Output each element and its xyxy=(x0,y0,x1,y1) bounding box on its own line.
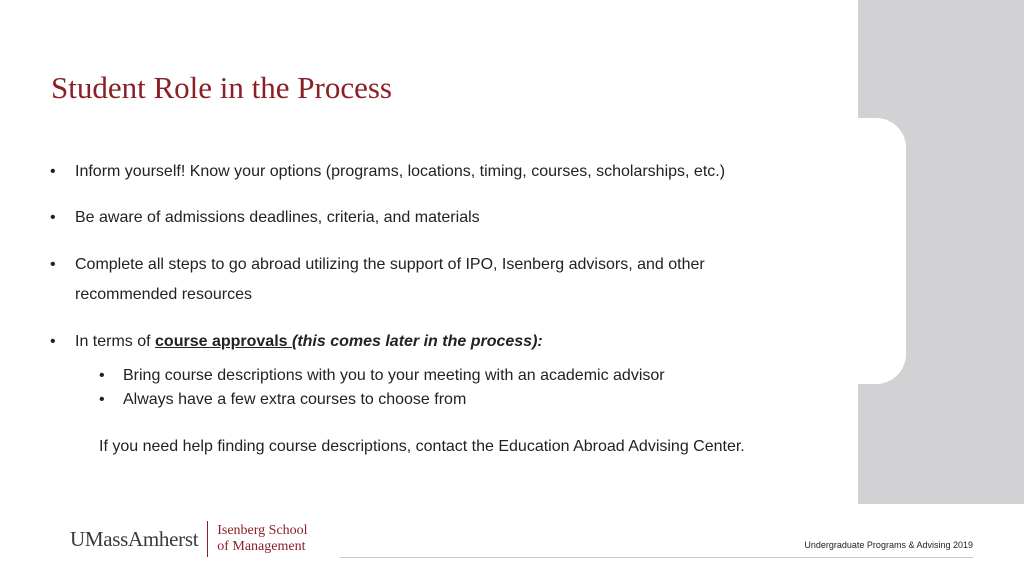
bullet-dot: • xyxy=(99,367,105,384)
bullet-text: Complete all steps to go abroad utilizing the support of IPO, Isenberg advisors, and other recommended resources xyxy=(75,256,705,303)
footer-text: Undergraduate Programs & Advising 2019 xyxy=(804,540,973,550)
course-approvals-note: (this comes later in the process): xyxy=(291,333,543,350)
course-bullet-prefix: In terms of xyxy=(75,333,156,350)
bullet-dot: • xyxy=(99,391,105,408)
bullet-text: Be aware of admissions deadlines, criteria, and materials xyxy=(75,209,480,226)
bullet-dot: • xyxy=(50,256,56,273)
course-approvals-link[interactable]: course approvals xyxy=(155,333,292,350)
sub-bullet-text: Bring course descriptions with you to your meeting with an academic advisor xyxy=(123,367,665,384)
sub-bullet-text: Always have a few extra courses to choose from xyxy=(123,391,467,408)
logo-school-line1: Isenberg School xyxy=(217,523,308,538)
logo-umass-amherst: UMassAmherst xyxy=(70,526,199,551)
umass-isenberg-logo xyxy=(70,521,308,557)
help-text: If you need help finding course descriptions, contact the Education Abroad Advising Center. xyxy=(99,438,745,455)
bullet-dot: • xyxy=(50,333,56,350)
sub-bullet-item xyxy=(99,388,467,412)
bullet-item xyxy=(50,250,795,310)
footer-divider xyxy=(340,557,973,558)
bullet-item xyxy=(50,157,726,187)
bullet-dot: • xyxy=(50,209,56,226)
sub-bullet-item xyxy=(99,364,665,388)
bullet-text: Inform yourself! Know your options (programs, locations, timing, courses, scholarships, etc.) xyxy=(75,163,726,180)
logo-divider xyxy=(207,521,208,557)
slide-title: Student Role in the Process xyxy=(51,70,392,105)
side-decoration-notch xyxy=(858,118,906,384)
logo-school-line2: of Management xyxy=(217,539,306,554)
bullet-item xyxy=(50,203,480,233)
bullet-item-course-approvals xyxy=(50,327,543,357)
logo-isenberg-school xyxy=(217,523,307,555)
bullet-dot: • xyxy=(50,163,56,180)
